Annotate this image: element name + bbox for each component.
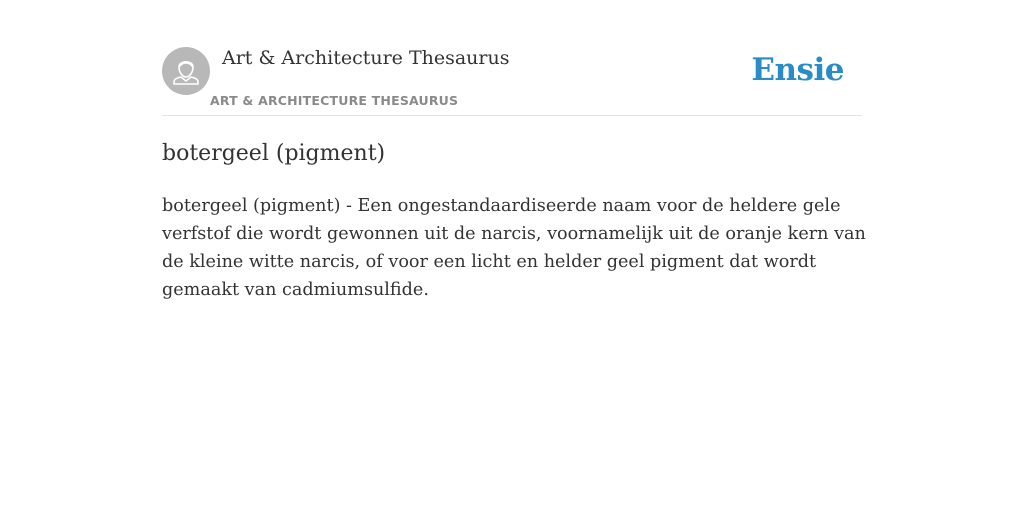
ensie-logo[interactable]: Ensie	[751, 52, 844, 88]
source-label[interactable]: ART & ARCHITECTURE THESAURUS	[210, 93, 459, 108]
article-body: botergeel (pigment) - Een ongestandaardiseerde naam voor de heldere gele verfstof die wordt gewonnen uit de narcis, voornamelijk uit de oranje kern van de kleine witte narcis, of voor een licht en helder geel pigment dat wordt gemaakt van cadmiumsulfide.	[162, 196, 866, 300]
user-silhouette-icon	[162, 47, 210, 95]
page-container	[162, 0, 866, 300]
article-title: botergeel (pigment)	[162, 141, 386, 166]
avatar[interactable]	[162, 47, 210, 95]
author-name[interactable]: Art & Architecture Thesaurus	[222, 47, 510, 69]
header	[162, 0, 862, 116]
